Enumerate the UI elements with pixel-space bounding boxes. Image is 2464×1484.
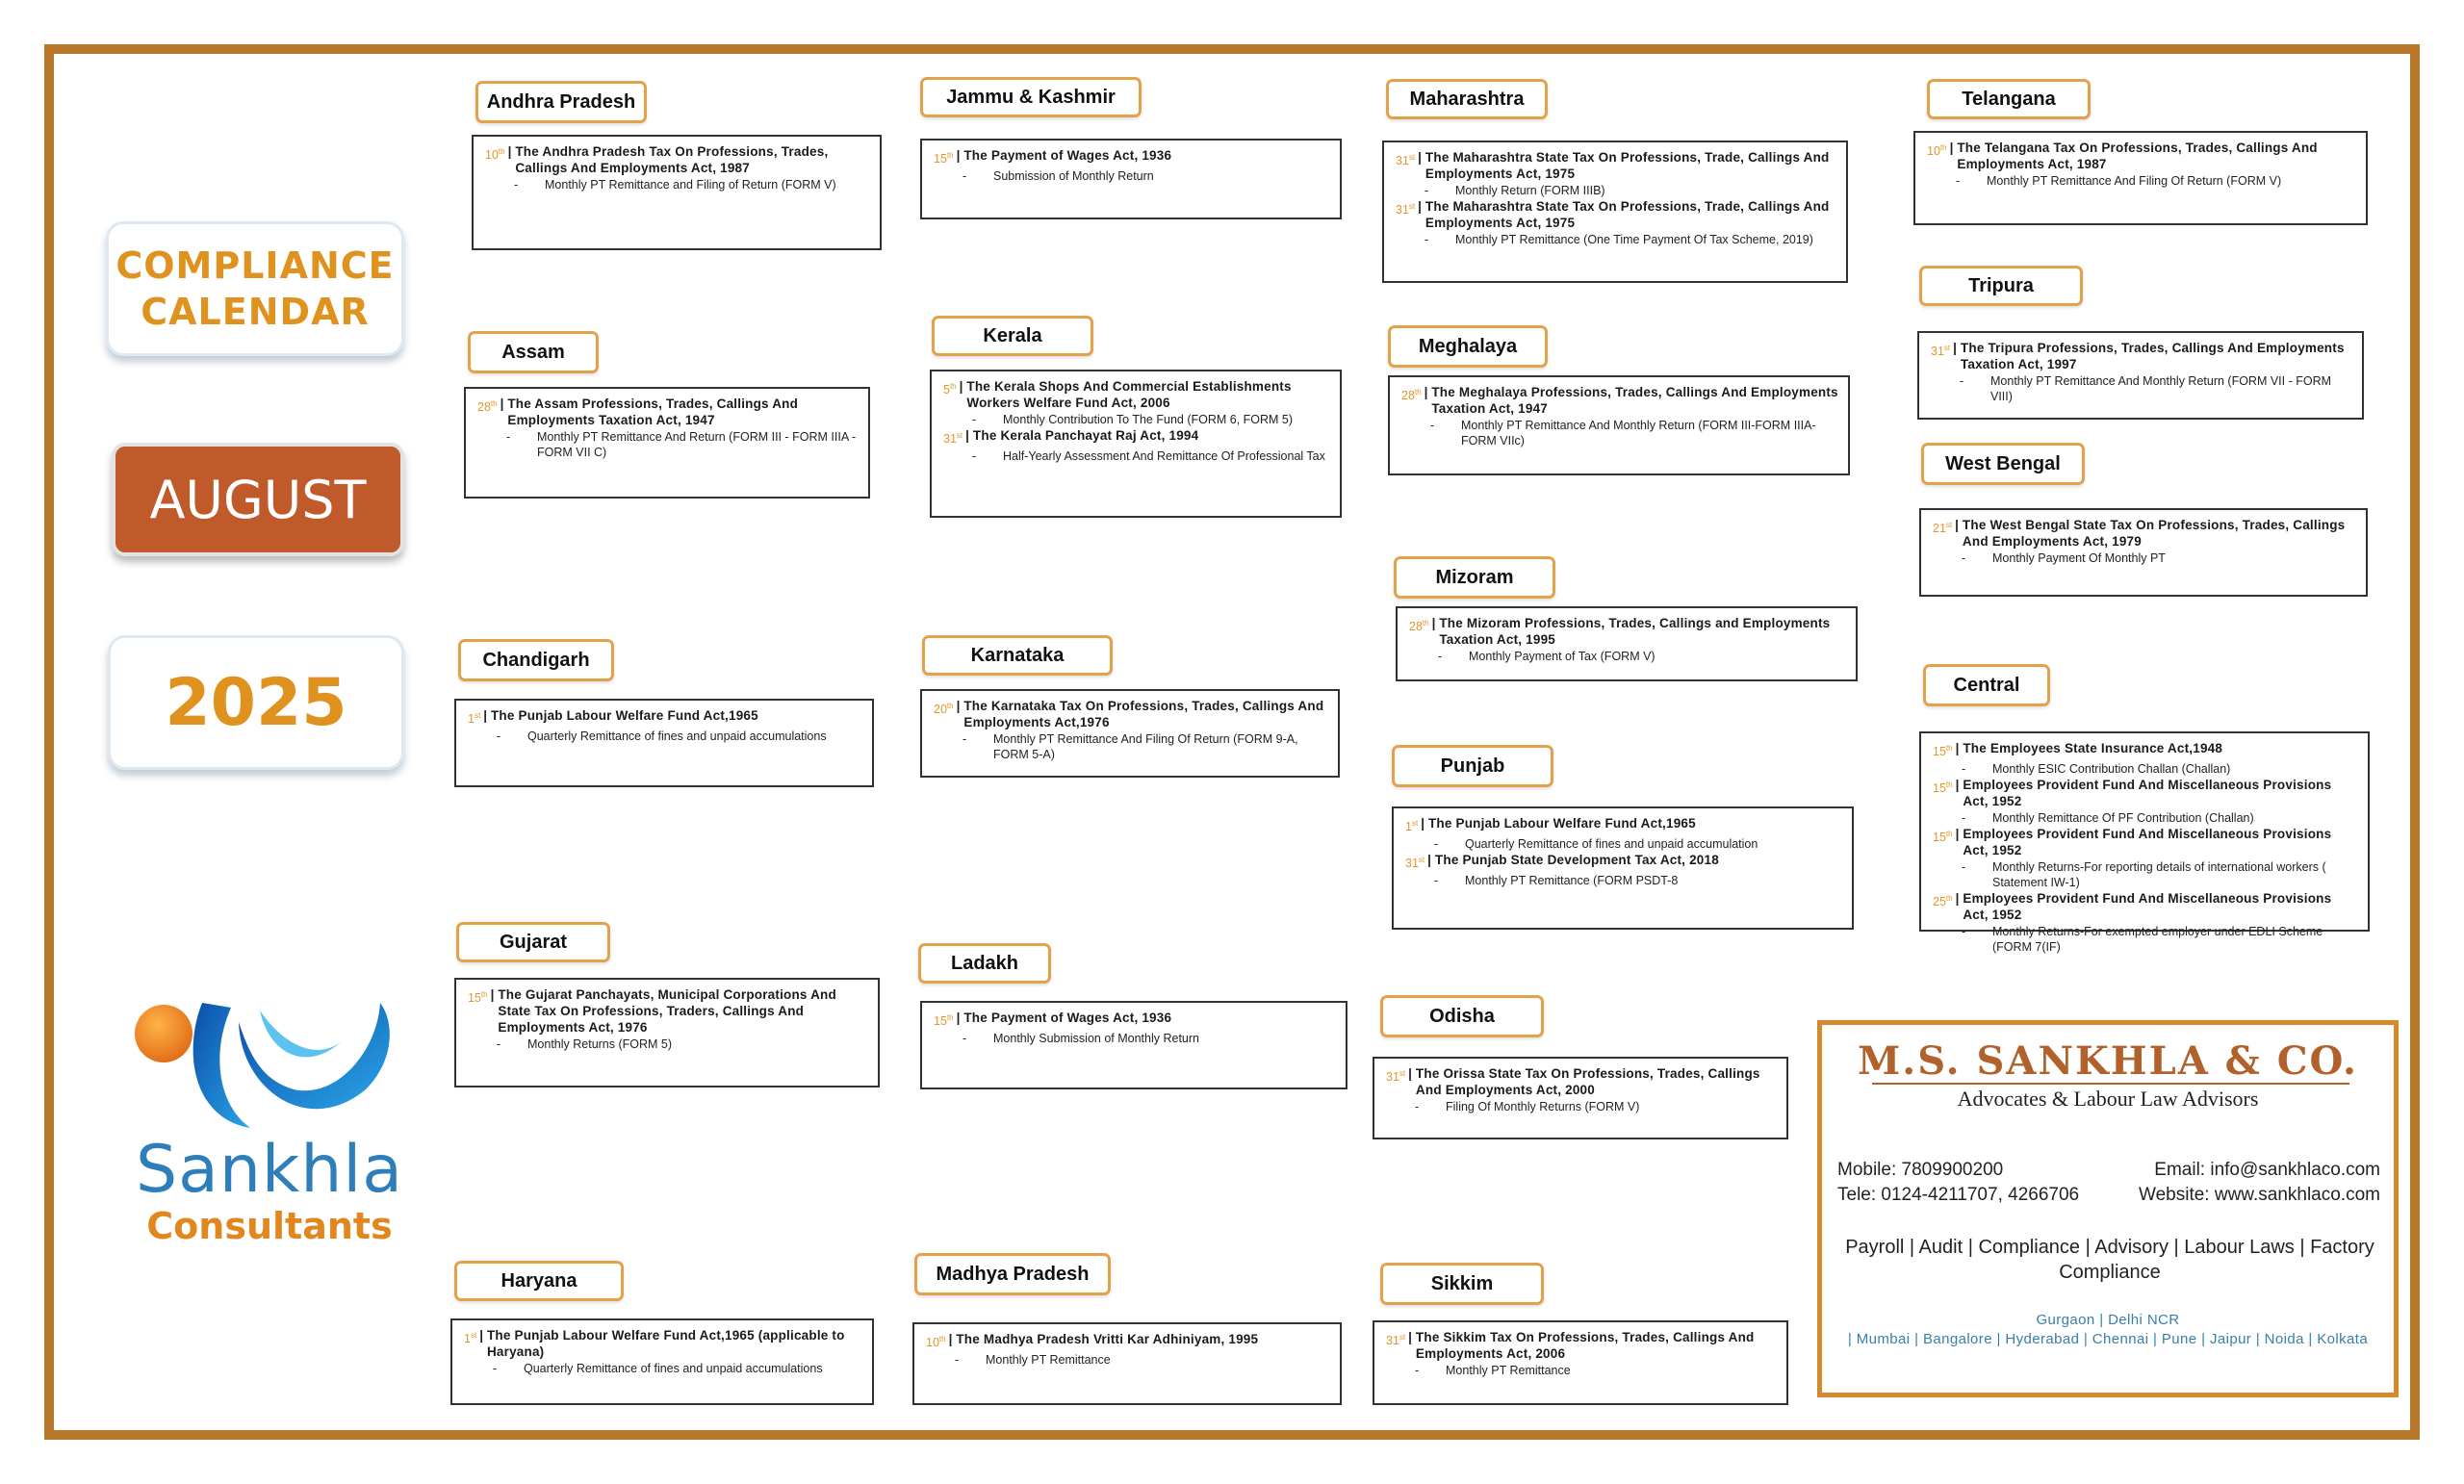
act-name: The Punjab Labour Welfare Fund Act,1965 [1427, 816, 1696, 831]
compliance-entry [934, 1010, 1336, 1030]
telephone-numbers: Tele: 0124-4211707, 4266706 [1837, 1185, 2080, 1205]
act-name: The Telangana Tax On Professions, Trades, Callings And Employments Act, 1987 [1957, 141, 2318, 171]
state-tag-andhra-pradesh: Andhra Pradesh [475, 81, 647, 123]
state-box-karnataka [920, 689, 1340, 778]
dash-bullet: - [1424, 184, 1429, 197]
separator: | [956, 699, 961, 713]
separator: | [1418, 199, 1422, 214]
act-name: The Maharashtra State Tax On Professions, Trade, Callings And Employments Act, 1975 [1424, 199, 1830, 230]
due-day: 10th [926, 1335, 946, 1350]
due-day: 15th [1933, 744, 1953, 759]
compliance-sub-item [468, 1036, 868, 1052]
compliance-sub-item [934, 168, 1330, 184]
state-tag-maharashtra: Maharashtra [1386, 79, 1548, 119]
sub-item-text: Monthly Payment of Tax (FORM V) [1469, 650, 1656, 663]
state-tag-jammu-kashmir: Jammu & Kashmir [920, 77, 1142, 117]
separator: | [956, 1011, 961, 1025]
state-tag-sikkim: Sikkim [1380, 1263, 1544, 1305]
compliance-sub-item [1933, 859, 2358, 890]
compliance-sub-item [1386, 1099, 1777, 1114]
state-box-punjab [1392, 806, 1854, 930]
sub-item-text: Monthly Return (FORM IIIB) [1455, 184, 1605, 197]
sub-item-text: Quarterly Remittance of fines and unpaid accumulations [527, 729, 827, 744]
compliance-sub-item [1396, 183, 1836, 198]
state-tag-central: Central [1923, 664, 2050, 706]
act-name: The Tripura Professions, Trades, Callings And Employments Taxation Act, 1997 [1960, 341, 2345, 371]
sub-item-text: Monthly PT Remittance And Filing Of Return (FORM V) [1987, 174, 2282, 188]
state-box-central [1919, 731, 2370, 955]
compliance-sub-item [1933, 924, 2358, 955]
due-day: 28th [1409, 619, 1429, 634]
dash-bullet: - [962, 732, 967, 746]
compliance-sub-item [1405, 873, 1842, 888]
due-day: 31st [1386, 1069, 1406, 1085]
act-name: The Payment of Wages Act, 1936 [963, 1011, 1172, 1025]
state-box-jammu-kashmir [920, 139, 1342, 219]
separator: | [1955, 827, 1960, 842]
due-day: 15th [1933, 830, 1953, 845]
due-day: 25th [1933, 894, 1953, 909]
compliance-entry [1933, 517, 2356, 550]
state-box-tripura [1917, 331, 2364, 420]
due-day: 1st [1405, 819, 1419, 834]
title-line-2: CALENDAR [141, 291, 370, 333]
compliance-entry [1409, 615, 1846, 648]
year-label: 2025 [165, 664, 347, 741]
firm-tagline: Advocates & Labour Law Advisors [1957, 1087, 2259, 1111]
due-day: 31st [1931, 344, 1951, 359]
dash-bullet: - [962, 1032, 967, 1046]
compliance-sub-item [1386, 1363, 1777, 1378]
state-box-telangana [1913, 131, 2368, 225]
separator: | [507, 144, 512, 159]
compliance-sub-item [934, 731, 1328, 762]
compliance-entry [1396, 149, 1836, 182]
sub-item-text: Filing Of Monthly Returns (FORM V) [1446, 1100, 1640, 1113]
dash-bullet: - [1962, 860, 1966, 875]
sub-item-text: Monthly PT Remittance (FORM PSDT-8 [1465, 874, 1679, 888]
dash-bullet: - [1438, 650, 1443, 663]
dash-bullet: - [1424, 233, 1429, 246]
due-day: 20th [934, 702, 954, 717]
sub-item-text: Half-Yearly Assessment And Remittance Of Professional Tax [1003, 449, 1325, 464]
compliance-sub-item [926, 1352, 1330, 1368]
compliance-entry [1405, 815, 1842, 835]
act-name: The Madhya Pradesh Vritti Kar Adhiniyam, 1995 [956, 1332, 1259, 1346]
due-day: 10th [485, 147, 505, 163]
sub-item-text: Quarterly Remittance of fines and unpaid accumulations [524, 1362, 823, 1375]
compliance-sub-item [1931, 373, 2352, 404]
state-tag-haryana: Haryana [454, 1261, 624, 1301]
state-box-kerala [930, 370, 1342, 518]
state-box-haryana [450, 1318, 874, 1405]
separator: | [1955, 518, 1959, 532]
sub-item-text: Monthly Returns (FORM 5) [527, 1037, 673, 1051]
due-day: 15th [934, 1013, 954, 1029]
due-day: 1st [464, 1331, 477, 1346]
state-tag-gujarat: Gujarat [456, 922, 610, 962]
due-day: 31st [1386, 1333, 1406, 1348]
act-name: The Employees State Insurance Act,1948 [1963, 741, 2223, 755]
state-tag-odisha: Odisha [1380, 995, 1544, 1037]
separator: | [1431, 616, 1436, 630]
act-name: The Gujarat Panchayats, Municipal Corporations And State Tax On Professions, Traders, Callings And Employments Act, 1976 [498, 987, 836, 1035]
dash-bullet: - [1962, 925, 1966, 939]
state-tag-ladakh: Ladakh [918, 943, 1051, 984]
due-day: 31st [1396, 153, 1416, 168]
sub-item-text: Monthly PT Remittance And Monthly Return (FORM VII - FORM VIII) [1990, 374, 2332, 403]
state-box-ladakh [920, 1001, 1348, 1089]
state-box-west-bengal [1919, 508, 2368, 597]
compliance-sub-item [1396, 232, 1836, 247]
state-box-andhra-pradesh [472, 135, 882, 250]
act-name: The Punjab State Development Tax Act, 2018 [1434, 853, 1719, 868]
sub-item-text: Monthly PT Remittance [986, 1353, 1111, 1368]
compliance-sub-item [1401, 418, 1838, 448]
compliance-entry [1386, 1065, 1777, 1098]
act-name: Employees Provident Fund And Miscellaneous Provisions Act, 1952 [1963, 891, 2332, 923]
dash-bullet: - [1960, 374, 1964, 388]
sub-item-text: Monthly PT Remittance [1446, 1364, 1571, 1377]
sankhla-swirl-logo-icon [125, 984, 404, 1147]
dash-bullet: - [962, 169, 967, 184]
dash-bullet: - [514, 178, 519, 192]
act-name: The Assam Professions, Trades, Callings And Employments Taxation Act, 1947 [507, 397, 799, 427]
compliance-sub-item [1927, 173, 2356, 189]
other-cities: | Mumbai | Bangalore | Hyderabad | Chennai | Pune | Jaipur | Noida | Kolkata [1847, 1331, 2369, 1347]
compliance-entry [464, 1327, 862, 1360]
year-card [108, 635, 404, 770]
separator: | [1949, 141, 1954, 155]
dash-bullet: - [1956, 174, 1961, 188]
sub-item-text: Quarterly Remittance of fines and unpaid accumulation [1465, 837, 1758, 852]
due-day: 31st [1396, 202, 1416, 217]
act-name: The Kerala Panchayat Raj Act, 1994 [972, 428, 1199, 443]
compliance-sub-item [485, 177, 870, 192]
website-link[interactable]: Website: www.sankhlaco.com [2139, 1185, 2380, 1205]
due-day: 15th [934, 151, 954, 166]
dash-bullet: - [497, 729, 501, 744]
compliance-sub-item [468, 729, 862, 744]
separator: | [1955, 891, 1960, 907]
sub-item-text: Monthly Remittance Of PF Contribution (Challan) [1992, 811, 2254, 826]
compliance-entry [477, 396, 859, 428]
compliance-entry [1933, 826, 2358, 858]
firm-name: M.S. SANKHLA & CO. [1858, 1038, 2358, 1084]
mobile-number: Mobile: 7809900200 [1837, 1160, 2004, 1180]
compliance-entry [943, 378, 1330, 411]
state-tag-assam: Assam [468, 331, 599, 373]
dash-bullet: - [972, 413, 977, 426]
dash-bullet: - [1962, 762, 1966, 777]
sub-item-text: Monthly Returns-For exempted employer under EDLI Scheme (FORM 7(IF) [1992, 925, 2323, 955]
dash-bullet: - [1434, 837, 1439, 852]
compliance-entry [943, 427, 1330, 448]
compliance-calendar-title-card [106, 221, 404, 356]
separator: | [956, 148, 961, 163]
sub-item-text: Monthly PT Remittance And Return (FORM III - FORM IIIA - FORM VII C) [537, 430, 857, 459]
email-address[interactable]: Email: info@sankhlaco.com [2154, 1160, 2380, 1180]
sub-item-text: Monthly PT Remittance (One Time Payment Of Tax Scheme, 2019) [1455, 233, 1813, 246]
compliance-sub-item [943, 448, 1330, 464]
separator: | [1408, 1066, 1412, 1081]
logo-text [125, 1132, 414, 1247]
act-name: The Maharashtra State Tax On Professions, Trade, Callings And Employments Act, 1975 [1424, 150, 1830, 181]
dash-bullet: - [1430, 419, 1435, 432]
compliance-entry [1933, 740, 2358, 760]
sub-item-text: Submission of Monthly Return [993, 169, 1154, 184]
due-day: 1st [468, 711, 481, 727]
dash-bullet: - [1962, 811, 1966, 826]
logo-subtitle: Consultants [146, 1205, 393, 1247]
sub-item-text: Monthly Submission of Monthly Return [993, 1032, 1199, 1046]
services-list: Payroll | Audit | Compliance | Advisory | Labour Laws | Factory Compliance [1845, 1237, 2374, 1283]
due-day: 31st [1405, 856, 1425, 871]
compliance-entry [1927, 140, 2356, 172]
act-name: The Punjab Labour Welfare Fund Act,1965 [490, 708, 758, 723]
compliance-entry [485, 143, 870, 176]
act-name: The Payment of Wages Act, 1936 [963, 148, 1172, 163]
separator: | [479, 1328, 483, 1343]
separator: | [1424, 385, 1428, 399]
compliance-sub-item [934, 1031, 1336, 1046]
separator: | [500, 397, 504, 411]
month-card [112, 443, 404, 556]
state-tag-mizoram: Mizoram [1394, 556, 1555, 599]
state-tag-madhya-pradesh: Madhya Pradesh [914, 1253, 1111, 1295]
state-box-chandigarh [454, 699, 874, 787]
state-box-meghalaya [1388, 375, 1850, 475]
dash-bullet: - [506, 430, 511, 444]
state-box-gujarat [454, 978, 880, 1087]
act-name: Employees Provident Fund And Miscellaneous Provisions Act, 1952 [1963, 778, 2332, 809]
compliance-entry [468, 707, 862, 728]
separator: | [1421, 816, 1424, 831]
dash-bullet: - [1415, 1364, 1420, 1377]
state-tag-tripura: Tripura [1919, 266, 2083, 306]
dash-bullet: - [1434, 874, 1439, 888]
separator: | [948, 1332, 953, 1346]
compliance-sub-item [1405, 836, 1842, 852]
compliance-entry [926, 1331, 1330, 1351]
dash-bullet: - [493, 1362, 498, 1375]
compliance-sub-item [943, 412, 1330, 427]
compliance-sub-item [1933, 761, 2358, 777]
due-day: 10th [1927, 143, 1947, 159]
compliance-entry [1386, 1329, 1777, 1362]
act-name: The West Bengal State Tax On Professions, Trades, Callings And Employments Act, 1979 [1962, 518, 2346, 549]
act-name: The Kerala Shops And Commercial Establishments Workers Welfare Fund Act, 2006 [966, 379, 1292, 410]
compliance-entry [1933, 777, 2358, 809]
state-tag-kerala: Kerala [932, 316, 1093, 356]
sub-item-text: Monthly PT Remittance And Monthly Return (FORM III-FORM IIIA-FORM VIIc) [1461, 419, 1816, 448]
separator: | [1955, 741, 1960, 755]
compliance-sub-item [1933, 550, 2356, 566]
separator: | [1955, 778, 1960, 793]
due-day: 5th [943, 382, 957, 397]
due-day: 31st [943, 431, 963, 447]
sub-item-text: Monthly Contribution To The Fund (FORM 6, FORM 5) [1003, 413, 1294, 426]
sub-item-text: Monthly PT Remittance and Filing of Return (FORM V) [545, 178, 836, 192]
compliance-entry [1933, 890, 2358, 923]
firm-contact-card [1817, 1020, 2399, 1397]
firm-name-underline [1872, 1083, 2349, 1085]
compliance-sub-item [477, 429, 859, 460]
act-name: The Sikkim Tax On Professions, Trades, Callings And Employments Act, 2006 [1415, 1330, 1755, 1361]
sub-item-text: Monthly Returns-For reporting details of international workers ( Statement IW-1) [1992, 860, 2326, 890]
compliance-entry [1396, 198, 1836, 231]
state-tag-meghalaya: Meghalaya [1388, 325, 1548, 368]
separator: | [483, 708, 487, 723]
compliance-entry [934, 147, 1330, 167]
sub-item-text: Monthly PT Remittance And Filing Of Return (FORM 9-A, FORM 5-A) [993, 732, 1298, 761]
due-day: 21st [1933, 521, 1953, 536]
dash-bullet: - [497, 1037, 501, 1051]
due-day: 15th [468, 990, 488, 1006]
act-name: The Orissa State Tax On Professions, Trades, Callings And Employments Act, 2000 [1415, 1066, 1760, 1097]
due-day: 28th [1401, 388, 1422, 403]
due-day: 28th [477, 399, 498, 415]
act-name: The Andhra Pradesh Tax On Professions, Trades, Callings And Employments Act, 1987 [515, 144, 829, 175]
primary-cities: Gurgaon | Delhi NCR [2036, 1312, 2180, 1328]
separator: | [1408, 1330, 1412, 1344]
dash-bullet: - [1962, 551, 1966, 565]
compliance-sub-item [1933, 810, 2358, 826]
compliance-sub-item [1409, 649, 1846, 664]
act-name: The Mizoram Professions, Trades, Callings and Employments Taxation Act, 1995 [1439, 616, 1831, 647]
compliance-entry [1405, 852, 1842, 872]
state-box-madhya-pradesh [912, 1322, 1342, 1405]
separator: | [1953, 341, 1957, 355]
compliance-entry [468, 986, 868, 1036]
month-label: AUGUST [149, 469, 367, 530]
state-tag-telangana: Telangana [1927, 79, 2091, 119]
state-box-odisha [1373, 1057, 1788, 1139]
title-line-1: COMPLIANCE [116, 244, 395, 287]
compliance-entry [1931, 340, 2352, 372]
state-tag-punjab: Punjab [1392, 745, 1553, 787]
separator: | [959, 379, 963, 394]
act-name: The Karnataka Tax On Professions, Trades, Callings And Employments Act,1976 [963, 699, 1324, 729]
state-box-mizoram [1396, 606, 1858, 681]
separator: | [965, 428, 969, 443]
compliance-entry [934, 698, 1328, 730]
dash-bullet: - [972, 449, 977, 464]
sub-item-text: Monthly ESIC Contribution Challan (Challan) [1992, 762, 2231, 777]
separator: | [490, 987, 495, 1002]
compliance-sub-item [464, 1361, 862, 1376]
due-day: 15th [1933, 780, 1953, 796]
logo-name: Sankhla [136, 1132, 403, 1208]
state-box-sikkim [1373, 1320, 1788, 1405]
state-box-assam [464, 387, 870, 499]
dash-bullet: - [1415, 1100, 1420, 1113]
sub-item-text: Monthly Payment Of Monthly PT [1992, 551, 2166, 565]
separator: | [1418, 150, 1422, 165]
state-tag-chandigarh: Chandigarh [458, 639, 614, 681]
state-tag-west-bengal: West Bengal [1921, 443, 2085, 485]
state-box-maharashtra [1382, 141, 1848, 283]
act-name: Employees Provident Fund And Miscellaneous Provisions Act, 1952 [1963, 827, 2332, 858]
act-name: The Meghalaya Professions, Trades, Callings And Employments Taxation Act, 1947 [1431, 385, 1838, 416]
dash-bullet: - [955, 1353, 960, 1368]
act-name: The Punjab Labour Welfare Fund Act,1965 (applicable to Haryana) [486, 1328, 845, 1359]
state-tag-karnataka: Karnataka [922, 635, 1113, 676]
compliance-entry [1401, 384, 1838, 417]
separator: | [1427, 853, 1431, 868]
